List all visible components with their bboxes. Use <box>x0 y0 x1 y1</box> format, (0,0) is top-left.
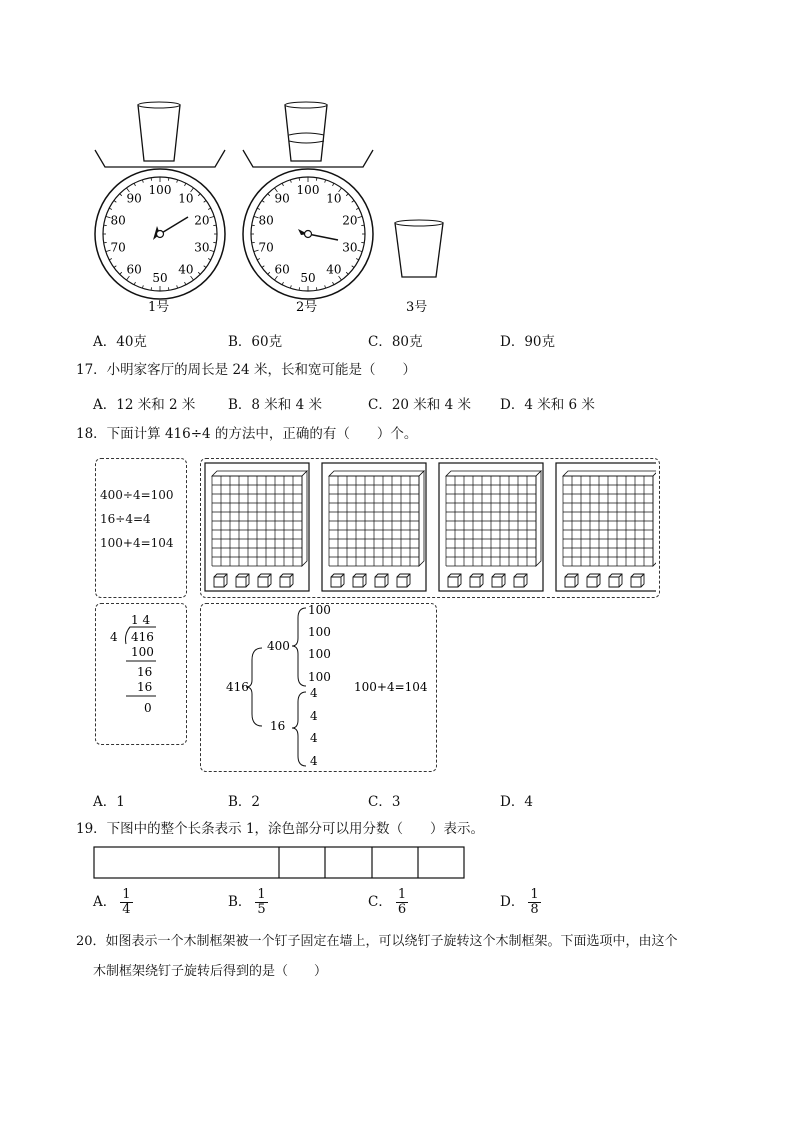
q17-option-b[interactable]: B．8 米和 4 米 <box>228 397 322 413</box>
q19-option-a-letter: A． <box>93 894 117 910</box>
q19-option-a-fraction: $\frac{1}{4}$ <box>122 887 131 917</box>
dial-number: 70 <box>110 240 126 255</box>
q19-option-b[interactable] <box>228 888 268 917</box>
q19-option-d-fraction: $\frac{1}{8}$ <box>530 887 539 917</box>
division-step-2: 16 <box>137 665 153 679</box>
division-remainder: 0 <box>144 701 152 715</box>
decomp-hundred-2: 100 <box>308 625 331 639</box>
q19-option-b-letter: B． <box>228 894 252 910</box>
dial-number: 80 <box>258 213 274 228</box>
decomp-four-2: 4 <box>310 709 318 723</box>
decomp-four-3: 4 <box>310 731 318 745</box>
dial-number: 20 <box>342 213 358 228</box>
q18-option-b[interactable]: B．2 <box>228 794 261 810</box>
dial-number: 10 <box>326 191 342 206</box>
q16-option-c[interactable]: C．80克 <box>368 334 423 350</box>
division-divisor: 4 <box>110 630 118 644</box>
q17-option-c[interactable]: C．20 米和 4 米 <box>368 397 471 413</box>
method-1-line-2: 16÷4=4 <box>100 512 151 526</box>
dial-number: 90 <box>274 191 290 206</box>
method-1-box <box>95 458 187 598</box>
decomp-part-1: 400 <box>267 639 290 653</box>
q18-option-d[interactable]: D．4 <box>500 794 533 810</box>
q19-question: 19．下图中的整个长条表示 1，涂色部分可以用分数（ ）表示。 <box>76 821 485 837</box>
dial-number: 50 <box>152 271 168 285</box>
method-1-line-1: 400÷4=100 <box>100 488 174 502</box>
q20-question-line-1: 20．如图表示一个木制框架被一个钉子固定在墙上，可以绕钉子旋转这个木制框架。下面选项中，由这个 <box>76 934 678 949</box>
dial-number: 50 <box>300 271 316 285</box>
dial-number: 100 <box>148 183 172 197</box>
scale-1 <box>95 102 225 299</box>
dial-number: 70 <box>258 240 274 255</box>
dial-number: 30 <box>342 240 358 255</box>
decomp-four-1: 4 <box>310 686 318 700</box>
division-dividend: 416 <box>131 630 154 644</box>
flat-side <box>419 471 424 566</box>
decomp-part-2: 16 <box>270 719 286 733</box>
scale-2 <box>243 102 373 299</box>
q20-question-line-2: 木制框架绕钉子旋转后得到的是（ ） <box>93 964 328 979</box>
long-division <box>104 608 182 738</box>
decomp-hundred-1: 100 <box>308 603 331 617</box>
flat-side <box>653 471 656 566</box>
method-1-line-3: 100+4=104 <box>100 536 174 550</box>
base-ten-blocks <box>204 462 656 594</box>
q17-option-d[interactable]: D．4 米和 6 米 <box>500 397 595 413</box>
block-panel <box>556 463 656 591</box>
q18-option-a[interactable]: A．1 <box>93 794 125 810</box>
cup-3 <box>395 223 443 277</box>
q17-question: 17．小明家客厅的周长是 24 米，长和宽可能是（ ） <box>76 362 416 378</box>
dial-number: 30 <box>194 240 210 255</box>
q16-option-b[interactable]: B．60克 <box>228 334 283 350</box>
dial-number: 40 <box>326 262 342 277</box>
q19-option-d-letter: D． <box>500 894 525 910</box>
dial-number: 100 <box>296 183 320 197</box>
division-step-3: 16 <box>137 680 153 694</box>
q19-option-d[interactable] <box>500 888 541 917</box>
decomp-hundred-4: 100 <box>308 670 331 684</box>
decomp-result: 100+4=104 <box>354 680 428 694</box>
flat-top <box>212 471 307 476</box>
dial-number: 60 <box>126 262 142 277</box>
decomposition-figure <box>204 600 434 772</box>
scale-1-label: 1号 <box>148 300 170 315</box>
decomp-hundred-3: 100 <box>308 647 331 661</box>
division-quotient: 1 4 <box>131 613 151 627</box>
division-step-1: 100 <box>131 645 154 659</box>
fraction-strip <box>93 846 468 880</box>
scales-figure <box>80 95 480 325</box>
q19-option-c-fraction: $\frac{1}{6}$ <box>397 887 407 917</box>
flat-top <box>329 471 424 476</box>
flat-side <box>302 471 307 566</box>
dial-number: 80 <box>110 213 126 228</box>
q19-option-c-letter: C． <box>368 894 392 910</box>
dial-number: 20 <box>194 213 210 228</box>
cup-3-label: 3号 <box>406 300 428 315</box>
dial-number: 10 <box>178 191 194 206</box>
q18-question: 18．下面计算 416÷4 的方法中，正确的有（ ）个。 <box>76 426 418 442</box>
q19-option-a[interactable] <box>93 888 133 917</box>
q17-option-a[interactable]: A．12 米和 2 米 <box>93 397 196 413</box>
decomp-total: 416 <box>226 680 249 694</box>
q16-option-d[interactable]: D．90克 <box>500 334 556 350</box>
q16-option-a[interactable]: A．40克 <box>93 334 147 350</box>
scale-2-label: 2号 <box>296 300 318 315</box>
dial-number: 60 <box>274 262 290 277</box>
flat-top <box>446 471 541 476</box>
q19-option-c[interactable] <box>368 888 408 917</box>
flat-top <box>563 471 656 476</box>
dial-number: 40 <box>178 262 194 277</box>
flat-side <box>536 471 541 566</box>
q19-option-b-fraction: $\frac{1}{5}$ <box>257 887 266 917</box>
dial-number: 90 <box>126 191 142 206</box>
q18-option-c[interactable]: C．3 <box>368 794 401 810</box>
decomp-four-4: 4 <box>310 754 318 768</box>
